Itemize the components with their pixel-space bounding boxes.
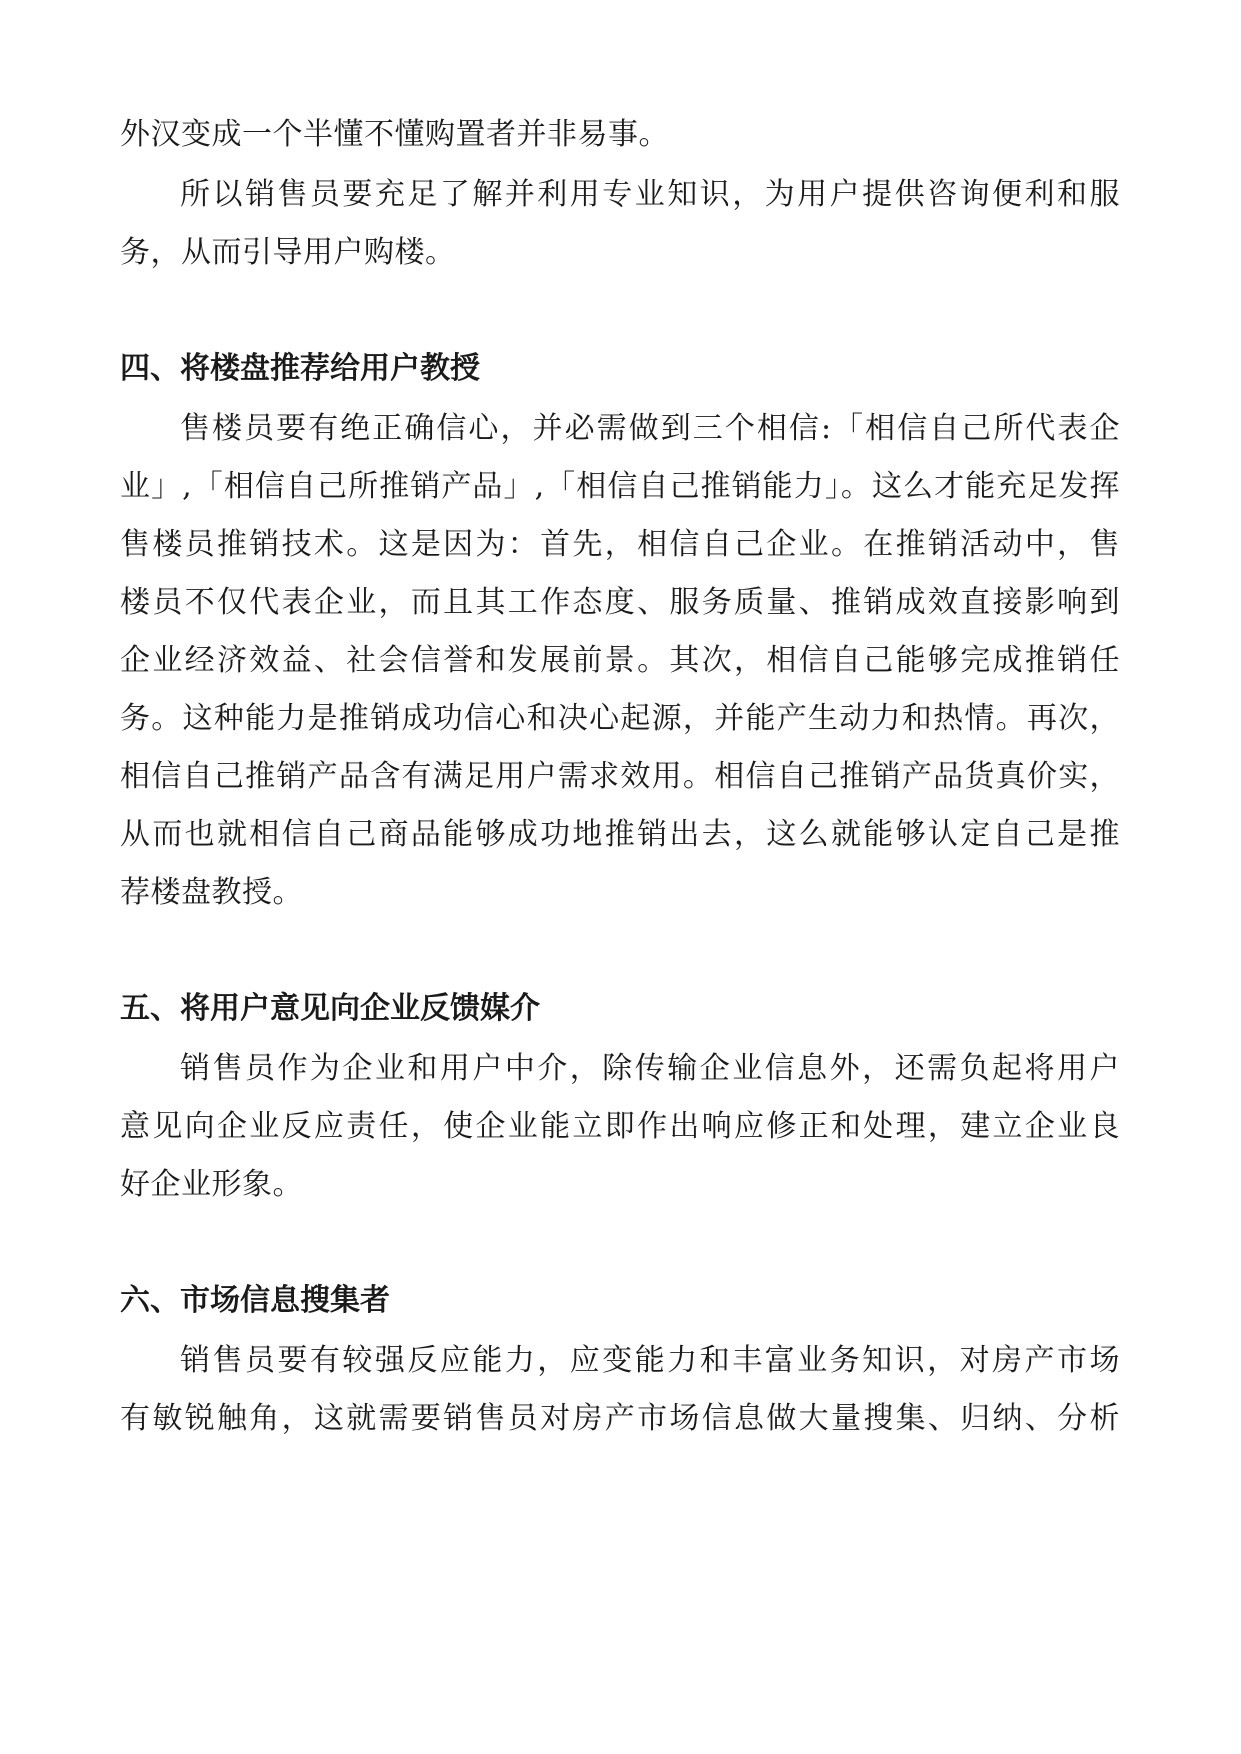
paragraph-line: 外汉变成一个半懂不懂购置者并非易事。 (120, 117, 669, 152)
paragraph-line: 从而也就相信自己商品能够成功地推销出去，这么就能够认定自己是推 (120, 817, 1120, 852)
paragraph-line: 销售员要有较强反应能力，应变能力和丰富业务知识，对房产市场 (180, 1343, 1120, 1378)
paragraph-line: 相信自己推销产品含有满足用户需求效用。相信自己推销产品货真价实， (120, 759, 1120, 794)
paragraph-line: 好企业形象。 (120, 1167, 303, 1202)
paragraph-line: 有敏锐触角，这就需要销售员对房产市场信息做大量搜集、归纳、分析 (120, 1401, 1120, 1436)
paragraph-line: 所以销售员要充足了解并利用专业知识，为用户提供咨询便利和服 (180, 177, 1120, 212)
paragraph-line: 售楼员要有绝正确信心，并必需做到三个相信:「相信自己所代表企 (180, 411, 1120, 446)
paragraph-line: 销售员作为企业和用户中介，除传输企业信息外，还需负起将用户 (180, 1051, 1120, 1086)
section-heading-6: 六、市场信息搜集者 (120, 1283, 390, 1318)
paragraph-line: 荐楼盘教授。 (120, 875, 303, 910)
paragraph-line: 务。这种能力是推销成功信心和决心起源，并能产生动力和热情。再次， (120, 701, 1120, 736)
section-heading-4: 四、将楼盘推荐给用户教授 (120, 351, 480, 386)
paragraph-line: 意见向企业反应责任，使企业能立即作出响应修正和处理，建立企业良 (120, 1109, 1120, 1144)
paragraph-line: 楼员不仅代表企业，而且其工作态度、服务质量、推销成效直接影响到 (120, 585, 1120, 620)
section-heading-5: 五、将用户意见向企业反馈媒介 (120, 991, 540, 1026)
paragraph-line: 业」,「相信自己所推销产品」,「相信自己推销能力」。这么才能充足发挥 (120, 469, 1120, 504)
paragraph-line: 务，从而引导用户购楼。 (120, 235, 456, 270)
paragraph-line: 售楼员推销技术。这是因为：首先，相信自己企业。在推销活动中，售 (120, 527, 1120, 562)
paragraph-line: 企业经济效益、社会信誉和发展前景。其次，相信自己能够完成推销任 (120, 643, 1120, 678)
